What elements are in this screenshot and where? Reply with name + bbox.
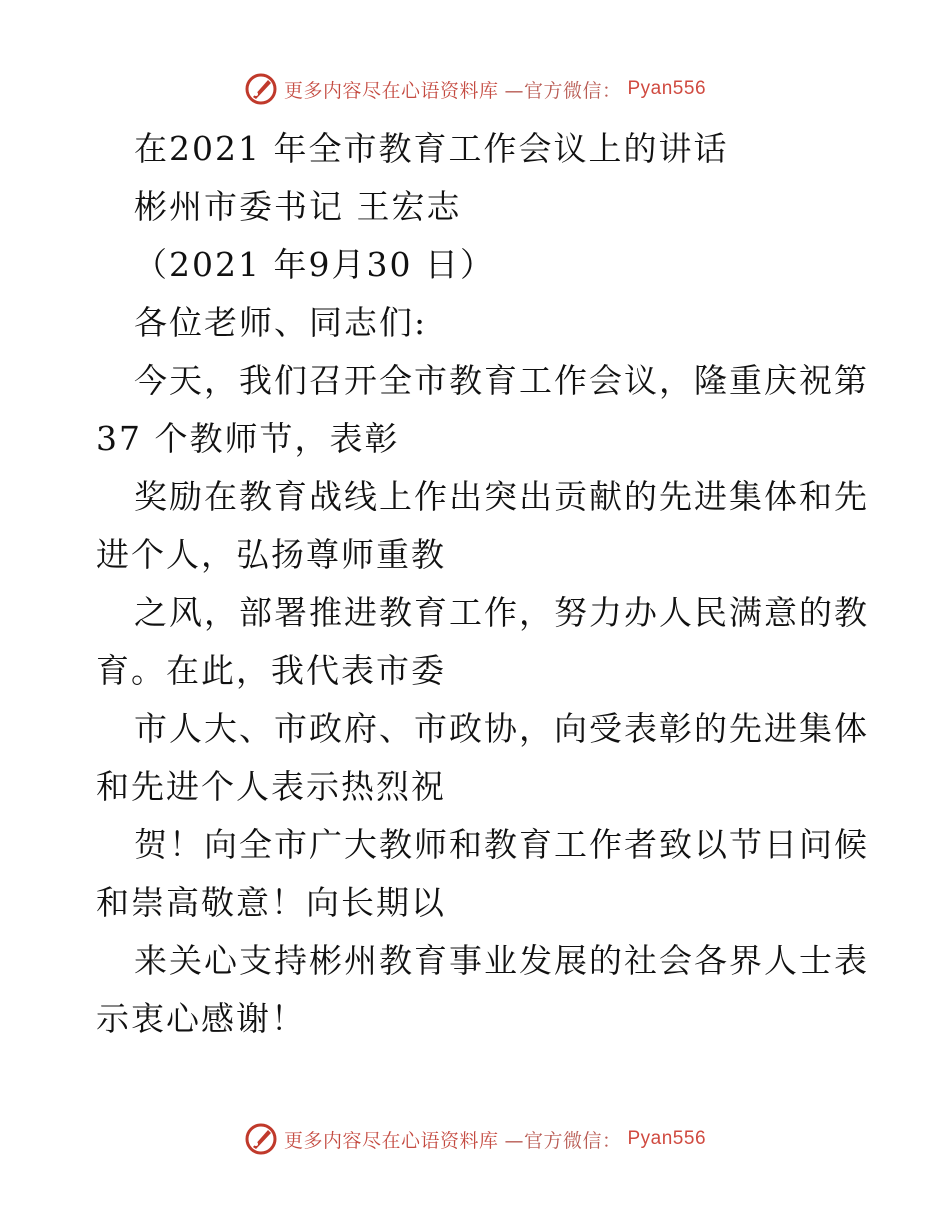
doc-paragraph-line: 今天，我们召开全市教育工作会议，隆重庆祝第 [134, 361, 869, 400]
footer-watermark [0, 1122, 950, 1156]
doc-salutation: 各位老师、同志们: [134, 303, 428, 342]
doc-paragraph-line: 市人大、市政府、市政协，向受表彰的先进集体 [134, 709, 869, 748]
doc-author: 彬州市委书记 王宏志 [134, 187, 462, 226]
doc-paragraph-line: 来关心支持彬州教育事业发展的社会各界人士表 [134, 941, 869, 980]
doc-paragraph-line: 和先进个人表示热烈祝 [96, 767, 446, 806]
doc-paragraph-line: 进个人，弘扬尊师重教 [96, 535, 446, 574]
doc-title: 在2021 年全市教育工作会议上的讲话 [134, 129, 729, 168]
doc-paragraph-line: 示衷心感谢！ [96, 999, 306, 1038]
watermark-separator: —官方微信： [504, 1129, 622, 1152]
watermark-id: Pyan556 [627, 1128, 707, 1149]
document-body [96, 120, 869, 1048]
doc-paragraph-line: 37 个教师节，表彰 [96, 419, 400, 458]
header-watermark [0, 72, 950, 106]
quill-logo-icon [244, 1122, 278, 1156]
watermark-separator: —官方微信： [504, 79, 622, 102]
doc-paragraph-line: 育。在此，我代表市委 [96, 651, 446, 690]
doc-paragraph-line: 和崇高敬意！向长期以 [96, 883, 446, 922]
doc-paragraph-line: 贺！向全市广大教师和教育工作者致以节日问候 [134, 825, 869, 864]
doc-paragraph-line: 奖励在教育战线上作出突出贡献的先进集体和先 [134, 477, 869, 516]
doc-date: （2021 年9月30 日） [134, 245, 495, 284]
watermark-id: Pyan556 [627, 78, 707, 99]
watermark-text: 更多内容尽在心语资料库 [283, 1129, 499, 1152]
watermark-text: 更多内容尽在心语资料库 [283, 79, 499, 102]
doc-paragraph-line: 之风，部署推进教育工作，努力办人民满意的教 [134, 593, 869, 632]
quill-logo-icon [244, 72, 278, 106]
